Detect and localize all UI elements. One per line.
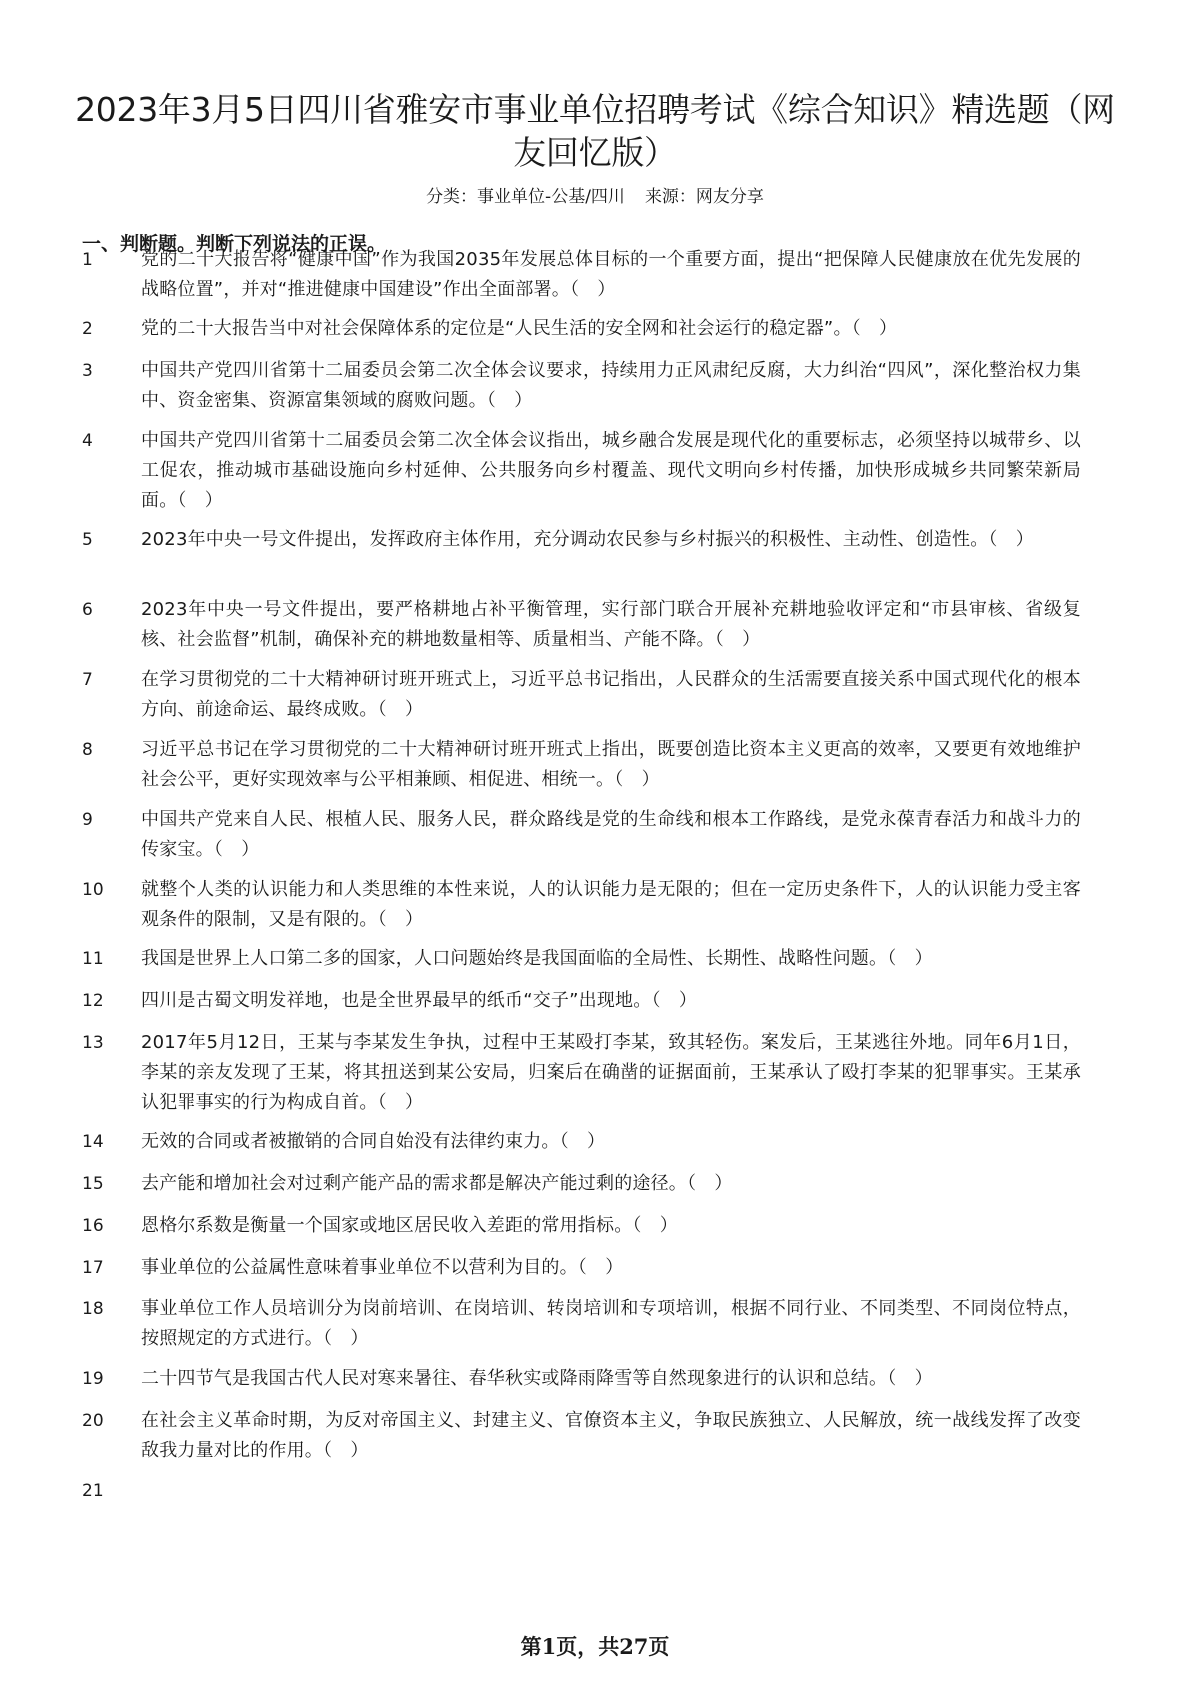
question-text: 恩格尔系数是衡量一个国家或地区居民收入差距的常用指标。（ ） (141, 1215, 678, 1236)
question-text: 去产能和增加社会对过剩产能产品的需求都是解决产能过剩的途径。（ ） (141, 1173, 733, 1194)
question-number: 19 (82, 1369, 104, 1389)
question-text: 四川是古蜀文明发祥地，也是全世界最早的纸币“交子”出现地。（ ） (141, 990, 698, 1011)
question-text: 在学习贯彻党的二十大精神研讨班开班式上，习近平总书记指出，人民群众的生活需要直接关系中国式现代化的根本方向、前途命运、最终成败。（ ） (141, 669, 1081, 720)
question-text: 在社会主义革命时期，为反对帝国主义、封建主义、官僚资本主义，争取民族独立、人民解放，统一战线发挥了改变敌我力量对比的作用。（ ） (141, 1410, 1081, 1461)
question-number: 12 (82, 991, 104, 1011)
question-number: 8 (82, 740, 93, 760)
question-number: 11 (82, 949, 104, 969)
question-number: 17 (82, 1258, 104, 1278)
question-text: 党的二十大报告当中对社会保障体系的定位是“人民生活的安全网和社会运行的稳定器”。（ ） (141, 318, 898, 339)
question-number: 7 (82, 670, 93, 690)
question-text: 中国共产党四川省第十二届委员会第二次全体会议要求，持续用力正风肃纪反腐，大力纠治“四风”，深化整治权力集中、资金密集、资源富集领域的腐败问题。（ ） (141, 360, 1081, 411)
question-text: 习近平总书记在学习贯彻党的二十大精神研讨班开班式上指出，既要创造比资本主义更高的效率，又要更有效地维护社会公平，更好实现效率与公平相兼顾、相促进、相统一。（ ） (141, 739, 1081, 790)
question-text: 党的二十大报告将“健康中国”作为我国2035年发展总体目标的一个重要方面，提出“把保障人民健康放在优先发展的战略位置”，并对“推进健康中国建设”作出全面部署。（ ） (141, 249, 1081, 300)
source-label: 来源：网友分享 (644, 187, 764, 207)
question-number: 18 (82, 1299, 104, 1319)
question-number: 16 (82, 1216, 104, 1236)
question-text: 中国共产党四川省第十二届委员会第二次全体会议指出，城乡融合发展是现代化的重要标志，必须坚持以城带乡、以工促农，推动城市基础设施向乡村延伸、公共服务向乡村覆盖、现代文明向乡村传播，加快形成城乡共同繁荣新局面。（ ） (141, 430, 1081, 511)
question-number: 2 (82, 319, 93, 339)
question-number: 21 (82, 1481, 104, 1501)
question-number: 4 (82, 431, 93, 451)
question-text: 就整个人类的认识能力和人类思维的本性来说，人的认识能力是无限的；但在一定历史条件下，人的认识能力受主客观条件的限制，又是有限的。（ ） (141, 879, 1081, 930)
question-text: 2023年中央一号文件提出，要严格耕地占补平衡管理，实行部门联合开展补充耕地验收评定和“市县审核、省级复核、社会监督”机制，确保补充的耕地数量相等、质量相当、产能不降。（ ） (141, 599, 1081, 650)
question-text: 事业单位的公益属性意味着事业单位不以营利为目的。（ ） (141, 1257, 624, 1278)
question-number: 14 (82, 1132, 104, 1152)
question-number: 1 (82, 250, 93, 270)
question-number: 5 (82, 530, 93, 550)
question-text: 中国共产党来自人民、根植人民、服务人民，群众路线是党的生命线和根本工作路线，是党永葆青春活力和战斗力的传家宝。（ ） (141, 809, 1081, 860)
question-number: 6 (82, 600, 93, 620)
question-text: 事业单位工作人员培训分为岗前培训、在岗培训、转岗培训和专项培训，根据不同行业、不同类型、不同岗位特点，按照规定的方式进行。（ ） (141, 1298, 1081, 1349)
question-number: 15 (82, 1174, 104, 1194)
question-number: 13 (82, 1033, 104, 1053)
question-text: 二十四节气是我国古代人民对寒来暑往、春华秋实或降雨降雪等自然现象进行的认识和总结。（ ） (141, 1368, 933, 1389)
question-number: 3 (82, 361, 93, 381)
question-text: 我国是世界上人口第二多的国家，人口问题始终是我国面临的全局性、长期性、战略性问题。（ ） (141, 948, 933, 969)
page-number: 第1页，共27页 (520, 1634, 670, 1659)
question-number: 20 (82, 1411, 104, 1431)
section-heading: 一、判断题。判断下列说法的正误。 (82, 233, 387, 255)
question-text: 2023年中央一号文件提出，发挥政府主体作用，充分调动农民参与乡村振兴的积极性、主动性、创造性。（ ） (141, 529, 1035, 550)
category-label: 分类：事业单位-公基/四川 (426, 187, 625, 207)
question-text: 无效的合同或者被撤销的合同自始没有法律约束力。（ ） (141, 1131, 606, 1152)
question-number: 9 (82, 810, 93, 830)
document-meta (0, 186, 1190, 208)
document-title: 2023年3月5日四川省雅安市事业单位招聘考试《综合知识》精选题（网友回忆版） (75, 90, 1115, 172)
question-text: 2017年5月12日，王某与李某发生争执，过程中王某殴打李某，致其轻伤。案发后，王某逃往外地。同年6月1日，李某的亲友发现了王某，将其扭送到某公安局，归案后在确凿的证据面前，王某承认了殴打李某的犯罪事实。王某承认犯罪事实的行为构成自首。（ ） (141, 1032, 1081, 1113)
question-number: 10 (82, 880, 104, 900)
